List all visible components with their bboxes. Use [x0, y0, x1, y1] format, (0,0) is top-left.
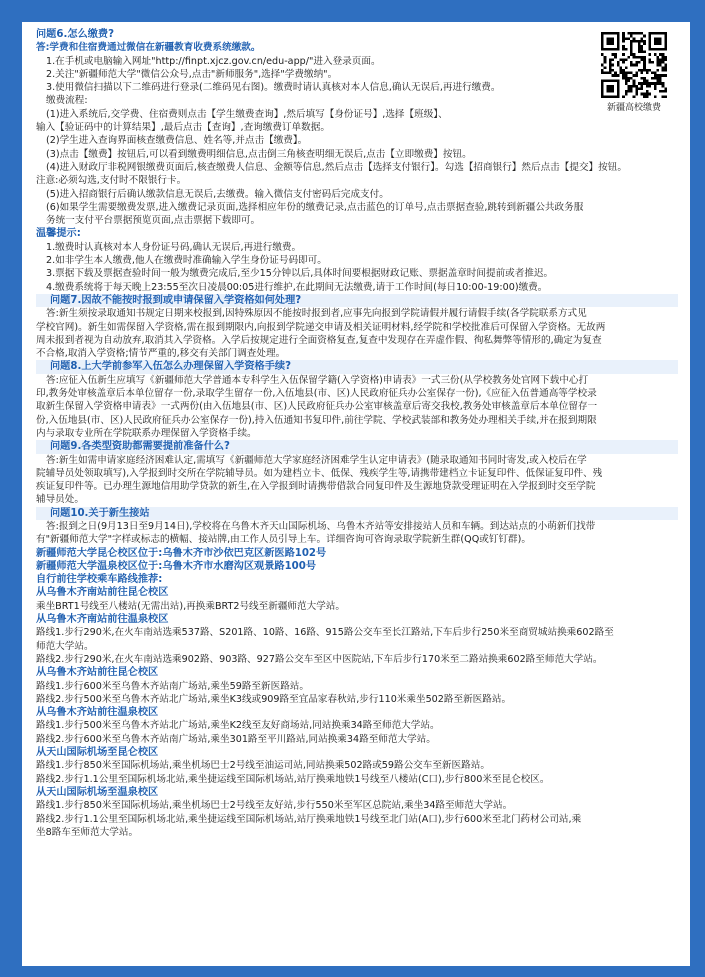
text-line: 答:新生如需申请家庭经济困难认定,需填写《新疆师范大学家庭经济困难学生认定申请表》(随录取通知书同时寄发,或入校后在学 — [46, 454, 587, 466]
text-line: 印,教务处审核盖章后本单位留存一份,录取学生留存一份,入伍地县(市、区)人民政府征兵办公室保存一份),《应征入伍普通高等学校录 — [36, 388, 597, 400]
section-heading: 新疆师范大学昆仑校区位于:乌鲁木齐市沙依巴克区新医路102号 — [36, 547, 327, 559]
text-line: 路线2.步行290米,在火车南站选乘902路、903路、927路公交车至区中医院站,下车后步行170米至二路站换乘602路至师范大学站。 — [36, 653, 603, 665]
text-line: 内与录取专业所在学院联系办理保留入学资格手续。 — [36, 427, 257, 439]
text-line: 务统一支付平台票据预览页面,点击票据下载即可。 — [46, 215, 261, 227]
text-line: 路线1.步行290米,在火车南站选乘537路、S201路、10路、16路、915路公交车至长江路站,下车后步行250米至商贸城站换乘602路至 — [36, 627, 614, 639]
section-heading: 问题6.怎么缴费? — [36, 29, 114, 40]
section-heading: 从天山国际机场至温泉校区 — [36, 786, 159, 798]
section-heading: 自行前往学校乘车路线推荐: — [36, 574, 163, 586]
text-line: 3.票据下载及票据查验时间一般为缴费完成后,至少15分钟以后,具体时间要根据财政记账、票据盖章时间提前或者推迟。 — [46, 268, 554, 280]
text-line: 2.关注"新疆师范大学"微信公众号,点击"新师服务",选择"学费缴纳"。 — [46, 68, 338, 80]
text-line: 不合格,取消入学资格;情节严重的,移交有关部门调查处理。 — [36, 348, 286, 360]
section-heading: 从乌鲁木齐站前往温泉校区 — [36, 707, 159, 719]
text-line: 路线1.步行500米至乌鲁木齐站北广场站,乘坐K2线至友好商场站,同站换乘34路至师范大学站。 — [36, 720, 440, 732]
document-body — [36, 28, 678, 839]
text-line: 答:学费和住宿费通过微信在新疆教育收费系统缴款。 — [36, 42, 261, 54]
section-heading: 从天山国际机场至昆仑校区 — [36, 747, 159, 759]
section-heading: 问题9.各类型资助都需要提前准备什么? — [36, 440, 678, 453]
qr-code-icon — [601, 32, 667, 98]
section-heading: 从乌鲁木齐站前往昆仑校区 — [36, 667, 159, 679]
section-heading: 温馨提示: — [36, 228, 81, 240]
text-line: 路线1.步行850米至国际机场站,乘坐机场巴士2号线至油运司站,同站换乘502路或59路公交车至新医路站。 — [36, 760, 490, 772]
text-line: 答:新生须按录取通知书规定日期来校报到,因特殊原因不能按时报到者,应事先向报到学院请假并履行请假手续(各学院联系方式见 — [46, 308, 587, 320]
text-line: 坐8路车至师范大学站。 — [36, 826, 139, 838]
text-line: 师范大学站。 — [36, 640, 94, 652]
section-heading: 问题10.关于新生接站 — [36, 507, 678, 520]
qr-caption: 新疆高校缴费 — [606, 103, 661, 113]
text-line: 输入【验证码中的计算结果】,最后点击【查询】,查询缴费订单数据。 — [36, 122, 330, 134]
text-line: 有"新疆师范大学"字样或标志的横幅、接站牌,由工作人员引导上车。详细咨询可咨询录取学院新生群(QQ或钉钉群)。 — [36, 534, 531, 546]
text-line: (5)进入招商银行后确认缴款信息无误后,去缴费。输入微信支付密码后完成支付。 — [46, 188, 389, 200]
section-heading: 从乌鲁木齐南站前往温泉校区 — [36, 614, 169, 626]
text-line: 周未报到者视为自动放弃,取消其入学资格。入学后按规定进行全面资格复查,复查中发现存在弄虚作假、徇私舞弊等情形的,确定为复查 — [36, 334, 602, 346]
text-line: 1.缴费时认真核对本人身份证号码,确认无误后,再进行缴费。 — [46, 241, 302, 253]
text-line: 份,入伍地县(市、区)人民政府征兵办公室保存一份),持入伍通知书复印件,前往学院、学校武装部和教务处办理相关手续,并在报到期限 — [36, 414, 597, 426]
text-line: 路线2.步行500米至乌鲁木齐站北广场站,乘坐K3线或909路至宜品家春秋站,步行110米乘坐502路至新医路站。 — [36, 693, 512, 705]
text-line: (1)进入系统后,交学费、住宿费则点击【学生缴费查询】,然后填写【身份证号】,选择【班级】、 — [46, 108, 448, 120]
text-line: (4)进入财政厅非税网银缴费页面后,核查缴费人信息、金额等信息,然后点击【选择支付银行】。勾选【招商银行】然后点击【提交】按钮。 — [46, 161, 627, 173]
text-line: 路线1.步行600米至乌鲁木齐站南广场站,乘坐59路至新医路站。 — [36, 680, 309, 692]
text-line: 路线1.步行850米至国际机场站,乘坐机场巴士2号线至友好站,步行550米至军区总院站,乘坐34路至师范大学站。 — [36, 800, 513, 812]
text-line: 缴费流程: — [46, 95, 88, 107]
text-line: 学校官网)。新生如需保留入学资格,需在报到期限内,向报到学院递交申请及相关证明材料,经学院和学校批准后可保留入学资格。无故两 — [36, 321, 606, 333]
text-line: 疾证复印件等。已办理生源地信用助学贷款的新生,在入学报到时请携带借款合同复印件及生源地贷款受理证明在入学报到时交至学院 — [36, 481, 596, 493]
text-line: 注意:必须勾选,支付时不限银行卡。 — [36, 175, 187, 187]
text-line: (3)点击【缴费】按钮后,可以看到缴费明细信息,点击倒三角核查明细无误后,点击【立即缴费】按钮。 — [46, 148, 472, 160]
section-heading: 问题7.因故不能按时报到或申请保留入学资格如何处理? — [36, 294, 678, 307]
text-line: 路线2.步行1.1公里至国际机场北站,乘坐捷运线至国际机场站,站厅换乘地铁1号线至北门站(A口),步行600米至北门药材公司站,乘 — [36, 813, 582, 825]
text-line: 取新生保留入学资格申请表》一式两份(由入伍地县(市、区)人民政府征兵办公室审核盖章后寄交我校,教务处审核盖章后本单位留存一 — [36, 401, 598, 413]
text-line: (6)如果学生需要缴费发票,进入缴费记录页面,选择相应年份的缴费记录,点击蓝色的订单号,点击票据查验,跳转到新疆公共政务服 — [46, 201, 584, 213]
section-heading: 问题8.上大学前参军入伍怎么办理保留入学资格手续? — [36, 360, 678, 373]
text-line: 4.缴费系统将于每天晚上23:55至次日凌晨00:05进行维护,在此期间无法缴费,请于工作时间(每日10:00-19:00)缴费。 — [46, 281, 548, 293]
text-line: 院辅导员处领取填写),入学报到时交所在学院辅导员。如为建档立卡、低保、残疾学生等,请携带建档立卡证复印件、低保证复印件、残 — [36, 467, 603, 479]
text-line: 辅导员处。 — [36, 494, 84, 506]
qr-code-block — [596, 32, 672, 115]
text-line: (2)学生进入查询界面核查缴费信息、姓名等,并点击【缴费】。 — [46, 135, 308, 147]
text-line: 乘坐BRT1号线至八楼站(无需出站),再换乘BRT2号线至新疆师范大学站。 — [36, 600, 345, 612]
text-line: 2.如非学生本人缴费,他人在缴费时准确输入学生身份证号码即可。 — [46, 255, 327, 267]
text-line: 路线2.步行1.1公里至国际机场北站,乘坐捷运线至国际机场站,站厅换乘地铁1号线至八楼站(C口),步行800米至昆仑校区。 — [36, 773, 550, 785]
text-line: 答:应征入伍新生应填写《新疆师范大学普通本专科学生入伍保留学籍(入学资格)申请表》一式三份(从学校教务处官网下载中心打 — [46, 374, 589, 386]
text-line: 答:报到之日(9月13日至9月14日),学校将在乌鲁木齐天山国际机场、乌鲁木齐站等安排接站人员和车辆。到达站点的小萌新们找带 — [46, 520, 596, 532]
section-heading: 从乌鲁木齐南站前往昆仑校区 — [36, 587, 169, 599]
text-line: 3.使用微信扫描以下二维码进行登录(二维码见右图)。缴费时请认真核对本人信息,确认无误后,再进行缴费。 — [46, 82, 501, 94]
document-page — [22, 22, 690, 966]
section-heading: 新疆师范大学温泉校区位于:乌鲁木齐市水磨沟区观景路100号 — [36, 560, 317, 572]
text-line: 1.在手机或电脑输入网址"http://finpt.xjcz.gov.cn/edu-app/"进入登录页面。 — [46, 55, 381, 67]
text-line: 路线2.步行600米至乌鲁木齐站南广场站,乘坐301路至平川路站,同站换乘34路至师范大学站。 — [36, 733, 436, 745]
